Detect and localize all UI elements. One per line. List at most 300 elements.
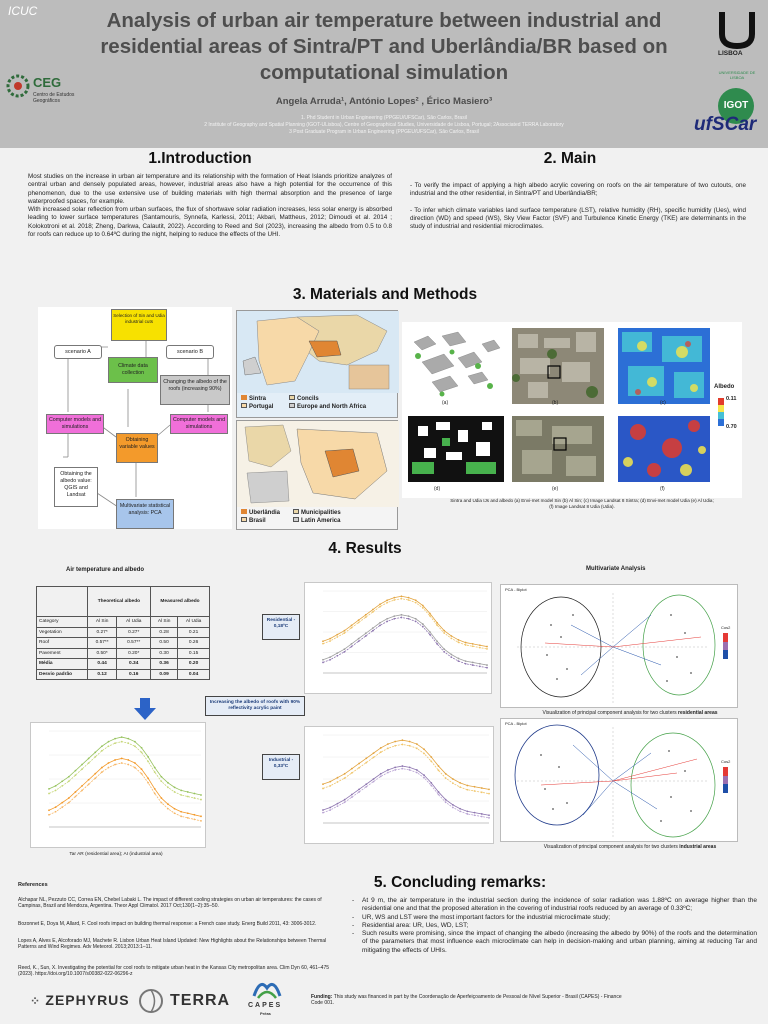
results-title: 4. Results [328,540,402,557]
icuc-logo: ICUC [8,4,38,18]
chart-point [438,794,440,796]
chart-point [141,768,143,770]
chart-point [121,736,123,738]
chart-point [445,777,447,779]
chart-point [401,617,403,619]
legend-concils: Concils [297,396,319,402]
chart-point [174,786,176,788]
sintra-map-legend-2 [289,395,366,411]
conclusion-bullet: - [352,921,355,929]
chart-point [337,805,339,807]
chart-point [380,773,382,775]
panel-label-b: (b) [552,400,559,406]
chart-point [458,658,460,660]
chart-point [154,771,156,773]
map-sintra [236,310,398,418]
chart-point [200,799,202,801]
pca-industrial-caption-text: Visualization of principal component analysis for two clusters [543,844,678,850]
intro-title: 1.Introduction [148,150,252,167]
methods-flowchart [38,307,232,529]
chart-point [429,613,431,615]
chart-point [322,643,324,645]
chart-point [174,812,176,814]
chart-series-line [323,596,487,646]
table-cell: Desvio padrão [37,669,88,680]
chart-point [409,766,411,768]
chart-point [401,768,403,770]
albedo-panels-graphic [402,322,742,498]
poster-affiliations [110,115,658,136]
table-cell: Roof [37,638,88,649]
panel-label-d: (d) [434,486,441,492]
chart-point [329,640,331,642]
chart-point [187,812,189,814]
chart-point [429,634,431,636]
chart-point [430,756,432,758]
chart-point [450,635,452,637]
chart-point [430,785,432,787]
zephyrus-icon: ⁘ [30,994,46,1008]
panel-label-c: (c) [660,400,666,406]
chart-series-line [49,742,201,800]
chart-point [401,739,403,741]
chart-point [452,804,454,806]
chart-point [443,630,445,632]
chart-point [394,741,396,743]
table-header-empty [37,587,88,617]
legend-latin-america: Latin America [301,518,341,524]
chart-point [481,813,483,815]
albedo-panels [402,322,742,498]
chart-point [141,773,143,775]
flow-climate-box: Climate data collection [108,357,158,383]
chart-point [438,765,440,767]
chart-point [372,630,374,632]
chart-point [486,667,488,669]
chart-point [48,793,50,795]
chart-point [409,745,411,747]
poster-title: Analysis of urban air temperature between industrial and residential areas of Sintra/PT and Uberlândia/BR based on computational simulation [100,9,668,84]
zephyrus-logo [30,992,130,1008]
chart-point [365,614,367,616]
chart-point [373,781,375,783]
chart-point [147,756,149,758]
table-row [37,638,210,649]
chart-point [358,619,360,621]
chart-point [174,808,176,810]
chart-point [147,777,149,779]
callout-increase-albedo: Increasing the albedo of roofs with 90% reflectivity acrylic paint [205,696,305,716]
chart-point [200,820,202,822]
chart-point [336,636,338,638]
references-title: References [18,882,48,888]
chart-point [401,744,403,746]
chart-point [322,662,324,664]
chart-point [465,642,467,644]
chart-point [481,791,483,793]
chart-point [488,817,490,819]
flow-changing-box: Changing the albedo of the roofs (increasing 90%) [160,375,230,405]
chart-point [372,611,374,613]
chart-point [351,796,353,798]
flow-multivariate-box: Multivariate statistical analysis: PCA [116,499,174,529]
chart-point [134,745,136,747]
table-cell: 0.16 [117,669,151,680]
chart-point [68,797,70,799]
chart-point [68,776,70,778]
chart-point [401,765,403,767]
chart-point [394,769,396,771]
intro-paragraph-1: Most studies on the increase in urban air temperature and its relationship with the formation of Heat Islands prioritize analyzes of central urban and densely populated areas, however, industrial areas also have a high potential for the occurrence of this phenomenon, due to the use extensive use of building materials with high thermal absorption and the presence of large waterproofed spaces, for example. [28,173,392,205]
chart-point [474,814,476,816]
chart-point [358,791,360,793]
chart-point [127,738,129,740]
chart-point [108,767,110,769]
chart-point [379,603,381,605]
pca-residential-caption-emph: residential areas [678,710,718,716]
chart-point [193,814,195,816]
chart-point [386,618,388,620]
chart-point [466,789,468,791]
chart-point [358,638,360,640]
chart-point [423,777,425,779]
main-paragraph-1: - To verify the impact of applying a high albedo acrylic covering on roofs on the air temperature of two cutouts, one industrial and the other residential, in Sintra/PT and Uberlândia/BR; [410,182,746,198]
chart-point [329,807,331,809]
pca-residential-caption [520,710,740,716]
terra-logo [138,986,231,1016]
table-cell: 0.57** [117,638,151,649]
table-header-theoretical: Theoretical albedo [87,587,150,617]
chart-point [75,770,77,772]
chart-point [121,741,123,743]
chart-point [408,597,410,599]
conclusion-text: UR, WS and LST were the most important factors for the industrial microclimate study; [362,913,611,921]
pca-industrial-title: PCA - Biplot [505,721,527,726]
chart-point [114,738,116,740]
uberlandia-map-legend [241,509,280,525]
pca-residential-caption-text: Visualization of principal component analysis for two clusters [542,710,677,716]
chart-point [365,635,367,637]
main-title: 2. Main [543,150,597,167]
tar-caption: Tar AR (residential area); AI (industrial area) [69,852,163,857]
zephyrus-text: ZEPHYRUS [45,992,130,1008]
table-header-row [37,587,210,617]
chart-point [81,764,83,766]
table-row [37,648,210,659]
industrial-temperature-svg-2 [305,727,495,845]
chart-point [409,741,411,743]
chart-point [180,794,182,796]
conclusion-text: Residential area: UR, Ues, WD, LST; [362,921,469,929]
table-cell: 0.28 [151,627,178,638]
conclusion-text: At 9 m, the air temperature in the industrial section during the incidence of solar radiation was 1.88ºC on average higher than the residential one and that the proposed alteration in the covering of industrial roofs reduced by an average of 0.33ºC; [362,897,757,913]
pca-residential-title: PCA - Biplot [505,587,527,592]
chart-point [365,783,367,785]
table-cell: 0.27* [117,627,151,638]
chart-point [358,763,360,765]
chart-point [486,648,488,650]
methods-title: 3. Materials and Methods [292,286,478,303]
chart-point [488,814,490,816]
legend-portugal: Portugal [249,404,274,410]
flow-models-right: Computer models and simulations [170,414,228,434]
chart-point [386,602,388,604]
chart-point [372,627,374,629]
uberlandia-map-graphic [237,421,399,507]
table-cell: 0.04 [178,669,210,680]
chart-point [479,663,481,665]
table-cell: Category [37,617,88,628]
chart-point [415,618,417,620]
chart-point [114,742,116,744]
chart-point [88,762,90,764]
chart-point [422,607,424,609]
chart-point [452,778,454,780]
igot-logo: IGOT [718,88,754,124]
conclusion-bullet: - [352,897,355,904]
chart-point [379,622,381,624]
chart-point [351,772,353,774]
reference-item: Reed, K., Sun, X. Investigating the potential for cool roofs to mitigate urban heat in the Kansas City metropolitan area. Clim Dyn 60, 461–475 (2023). https://doi.org/10.1007/s00382-022-06296-z [18,965,330,978]
flow-obtaining-vars: Obtaining variable values [116,433,158,463]
affiliation-2: 2 Institute of Geography and Spatial Planning (IGOT-ULisboa), Centre of Geographical Studies, Universidade de Lisboa, Portugal; 2Associated TERRA Laboratory [204,122,564,128]
table-cell: 0.30 [151,648,178,659]
chart-point [450,637,452,639]
chart-point [415,621,417,623]
chart-point [422,623,424,625]
chart-point [486,646,488,648]
chart-point [351,627,353,629]
chart-point [443,651,445,653]
table-cell: 0.50 [151,638,178,649]
chart-point [465,644,467,646]
chart-point [466,810,468,812]
pca-industrial-caption [520,844,740,850]
pca-industrial [500,718,738,842]
chart-point [61,785,63,787]
chart-point [68,802,70,804]
chart-point [337,777,339,779]
chart-point [329,785,331,787]
sintra-map-graphic [237,311,399,393]
chart-point [141,747,143,749]
legend-sintra: Sintra [249,396,267,402]
legend-brasil: Brasil [249,518,266,524]
chart-point [101,771,103,773]
reference-item: Alchapar NL, Pezzuto CC, Correa EN, Chebel Labaki L. The impact of different cooling strategies on urban air temperatures: the cases of Campinas, Brazil and Mendoza, Argentina. Theor Appl Climatol. 2017 Oct;130(1–2):35–50. [18,897,322,910]
chart-point [81,790,83,792]
chart-point [443,632,445,634]
chart-series-line [323,615,487,665]
chart-point [351,646,353,648]
chart-point [344,777,346,779]
chart-point [445,799,447,801]
chart-point [81,785,83,787]
funding-label: Funding: [311,994,333,1000]
chart-point [458,639,460,641]
chart-point [393,597,395,599]
chart-point [465,663,467,665]
main-text [410,182,746,231]
chart-point [436,624,438,626]
results-right-subtitle: Multivariate Analysis [586,566,646,572]
chart-point [438,791,440,793]
table-cell: Al Udia [117,617,151,628]
chart-point [55,785,57,787]
chart-point [438,769,440,771]
chart-point [450,656,452,658]
industrial-temperature-chart-2 [304,726,494,844]
results-left-subtitle: Air temperature and albedo [66,567,145,573]
ceg-subtitle: Centro de Estudos Geográficos [33,92,75,104]
chart-point [167,782,169,784]
chart-point [429,631,431,633]
flow-selection-box: Selection of Sin and Udia industrial cuts [111,309,167,341]
terra-text: TERRA [170,992,231,1009]
chart-point [55,790,57,792]
chart-point [474,786,476,788]
chart-point [358,767,360,769]
chart-point [343,630,345,632]
ulisboa-text: LISBOA [718,50,743,57]
chart-point [401,598,403,600]
poster-authors: Angela Arruda¹, António Lopes² , Érico Masiero³ [275,96,493,107]
table-cell: 0.50* [87,648,117,659]
reference-item: Bozonnet E, Doya M, Allard, F. Cool roofs impact on building thermal response: a French case study. Energ Build 2011, 43: 3006-3012. [18,921,317,927]
chart-point [365,757,367,759]
chart-point [94,751,96,753]
chart-point [167,786,169,788]
ceg-name: CEG [33,75,62,90]
conclusion-bullet: - [352,913,355,921]
conclusion-list [352,897,757,955]
conclusion-item [352,897,757,914]
chart-point [479,665,481,667]
chart-point [387,769,389,771]
residential-temperature-svg [305,583,493,695]
chart-point [409,769,411,771]
chart-point [94,756,96,758]
chart-point [423,774,425,776]
chart-series-line [323,740,489,789]
down-arrow-icon [134,698,156,720]
chart-point [55,811,57,813]
chart-point [401,614,403,616]
chart-point [343,648,345,650]
conclusion-bullet: - [352,930,355,938]
chart-series-line [49,763,201,821]
chart-point [394,766,396,768]
table-cell: 0.34 [117,659,151,670]
chart-point [459,782,461,784]
table-row [37,659,210,670]
chart-point [380,751,382,753]
chart-point [393,618,395,620]
chart-point [408,618,410,620]
chart-point [154,788,156,790]
chart-point [351,643,353,645]
chart-point [134,762,136,764]
chart-point [443,648,445,650]
conclusion-title: 5. Concluding remarks: [373,874,547,891]
chart-point [160,776,162,778]
intro-text [28,173,392,239]
chart-point [343,651,345,653]
chart-point [408,599,410,601]
albedo-table [36,586,210,680]
chart-point [452,782,454,784]
chart-point [422,626,424,628]
albedo-colorbar-min: 0.70 [726,424,737,430]
table-subheader-row [37,617,210,628]
chart-point [422,605,424,607]
legend-europe: Europe and North Africa [297,404,367,410]
chart-point [343,632,345,634]
chart-point [344,799,346,801]
chart-point [329,659,331,661]
poster-header [0,0,768,148]
chart-point [436,640,438,642]
chart-point [416,772,418,774]
chart-point [180,815,182,817]
chart-point [436,643,438,645]
conclusion-item [352,930,757,955]
pca-residential-graphic [501,585,739,709]
chart-point [365,762,367,764]
chart-point [134,741,136,743]
chart-point [488,788,490,790]
legend-uberlandia: Uberlândia [249,510,281,516]
chart-point [445,801,447,803]
chart-series-line [323,744,489,793]
industrial-temperature-chart-1 [30,722,206,848]
flow-models-left: Computer models and simulations [46,414,104,434]
albedo-colorbar-title: Albedo [714,384,735,390]
chart-point [358,622,360,624]
chart-point [415,602,417,604]
chart-point [75,791,77,793]
chart-point [329,809,331,811]
chart-point [322,788,324,790]
chart-point [450,654,452,656]
intro-paragraph-2: With increased solar reflection from urban surfaces, the flux of shortwave solar radiation increases, less solar energy is absorbed leading to lower surface temperatures (Santamouris, Synnefa, Karlessi, 2011; Akbari, Mattheus, 2012; Dimoudi et al. 2014 ; Kolokotroni et al. 2018; Zheng, Darkwa, Calautit, 2022). According to Reed and Sol (2023), increasing the albedo from 0.5 to 0.8 for roofs can reduce up to 0.64ºC during the night, helping to reduce the effects of the UHI. [28,206,392,239]
ufscar-logo: ufSCar [694,114,757,135]
chart-point [459,786,461,788]
chart-point [351,768,353,770]
table-cell: Vegetation [37,627,88,638]
chart-point [337,781,339,783]
reference-item: Lopes A, Alves E, Alcoforado MJ, Machete R. Lisbon Urban Heat Island Updated: New Highlights about the Relationships between Thermal Patterns and Wind Regimes. Adv Meteorol. 2013;2013:1–11. [18,938,327,951]
chart-point [193,818,195,820]
chart-point [472,664,474,666]
chart-point [127,742,129,744]
table-cell: Pavement [37,648,88,659]
terra-icon [138,988,164,1014]
table-cell: 0.27* [87,627,117,638]
chart-point [322,640,324,642]
chart-point [48,814,50,816]
chart-point [479,644,481,646]
chart-point [329,781,331,783]
chart-point [101,750,103,752]
chart-point [465,660,467,662]
capes-logo [236,976,300,1020]
chart-point [48,788,50,790]
chart-point [193,797,195,799]
chart-point [141,751,143,753]
chart-point [75,774,77,776]
sintra-map-legend [241,395,273,411]
